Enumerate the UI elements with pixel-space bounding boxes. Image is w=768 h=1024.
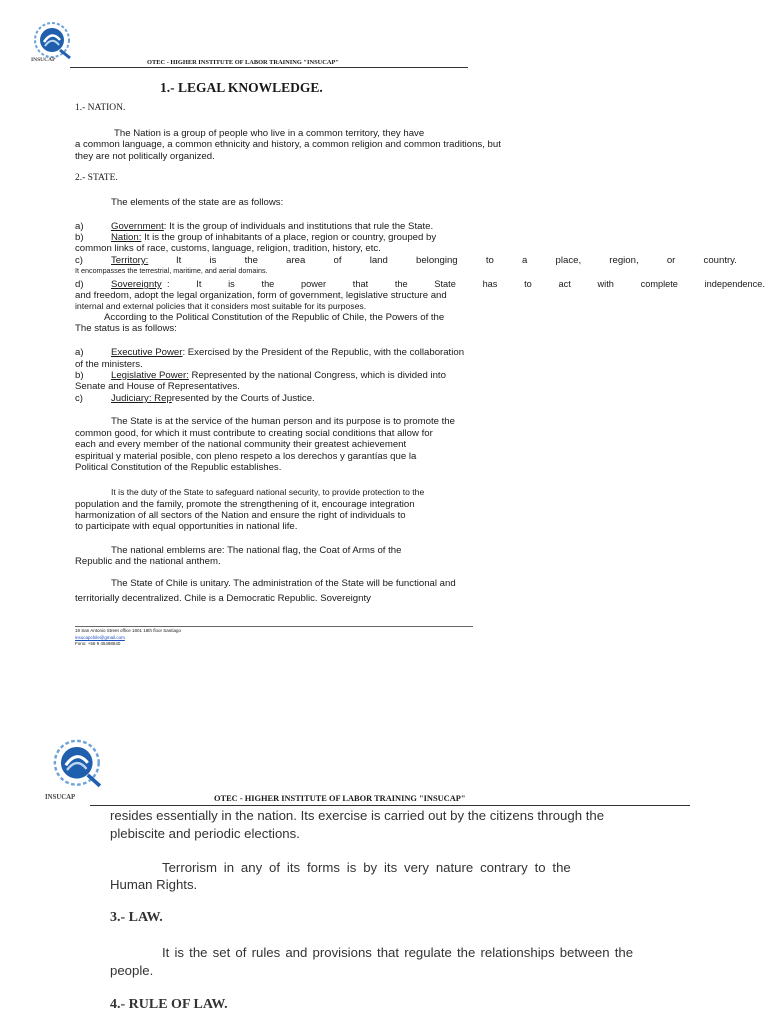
power-b [111,370,446,381]
nation-heading: 1.- NATION. [75,103,126,113]
law-heading: 3.- LAW. [110,910,163,925]
d-word: independence. [704,279,765,289]
header-rule [90,805,690,806]
insucap-logo-icon [50,736,106,792]
c-word: or [666,255,676,266]
unitary-line-2: territorially decentralized. Chile is a Democratic Republic. Sovereignty [75,593,371,604]
terrorism-line-2: Human Rights. [110,877,198,892]
duty-line-3: harmonization of all sectors of the Nation and ensure the right of individuals to [75,510,406,521]
power-a-term: Executive Power [111,347,183,358]
element-b-marker: b) [75,232,84,243]
element-a-text: : It is the group of individuals and institutions that rule the State. [163,221,434,232]
service-line-1: The State is at the service of the human person and its purpose is to promote the [111,416,455,427]
power-b-text: Represented by the national Congress, which is divided into [188,370,446,381]
element-b-text: It is the group of inhabitants of a place, region or country, grouped by [141,232,437,243]
service-line-4: espiritual y material posible, con pleno respeto a los derechos y garantías que la [75,451,417,462]
state-intro: The elements of the state are as follows: [111,197,284,208]
state-heading: 2.- STATE. [75,173,118,183]
c-word: region, [609,255,639,266]
element-c-cont: It encompasses the terrestrial, maritime, and aerial domains. [75,266,268,275]
c-word: area [286,255,306,266]
header-rule [70,67,468,68]
power-a-text: : Exercised by the President of the Republic, with the collaboration [182,347,465,358]
power-b-marker: b) [75,370,84,381]
law-line-2: people. [110,963,154,978]
terrorism-line-1-text: Terrorism in any of its forms is by its very nature contrary to the [162,860,571,875]
service-line-2: common good, for which it must contribute to creating social conditions that allow for [75,428,433,439]
element-c-line [176,255,737,266]
power-c-text: resented by the Courts of Justice. [171,393,315,404]
emblem-line-2: Republic and the national anthem. [75,556,221,567]
element-c-term: Territory: [111,255,149,266]
law-line-1: It is the set of rules and provisions that regulate the relationships between the [162,945,634,960]
d-word: It [196,279,202,289]
c-word: the [244,255,258,266]
service-line-3: each and every member of the national community their greatest achievement [75,439,407,450]
sovereignty-line-2: plebiscite and periodic elections. [110,826,300,841]
header-title: OTEC - HIGHER INSTITUTE OF LABOR TRAINING "INSUCAP" [147,59,339,66]
element-c-marker: c) [75,255,83,266]
element-a [111,221,433,232]
c-word: place, [555,255,582,266]
insucap-logo-icon [30,20,76,60]
emblem-line-1: The national emblems are: The national flag, the Coat of Arms of the [111,545,402,556]
power-c-term: Judiciary: Rep [111,393,172,404]
d-word: : [167,279,170,289]
d-word: State [434,279,456,289]
power-c [111,393,315,404]
d-word: with [597,279,614,289]
d-word: to [524,279,532,289]
element-d-cont-2: internal and external policies that it considers most suitable for its purposes. [75,301,367,311]
constitution-line-1: According to the Political Constitution of the Republic of Chile, the Powers of the [104,312,445,323]
logo-text: INSUCAP [45,794,76,801]
element-b [111,232,436,243]
d-word: act [558,279,571,289]
duty-line-1: It is the duty of the State to safeguard national security, to provide protection to the [111,487,425,497]
main-title: 1.- LEGAL KNOWLEDGE. [160,80,323,95]
nation-line-2: a common language, a common ethnicity and history, a common religion and common traditions, but [75,139,501,150]
sovereignty-line-1: resides essentially in the nation. Its exercise is carried out by the citizens through the [110,808,605,823]
element-d-marker: d) [75,279,84,290]
power-a-cont: of the ministers. [75,359,143,370]
footer-rule [75,626,473,627]
c-word: country. [703,255,737,266]
c-word: It [176,255,182,266]
c-word: land [369,255,388,266]
d-word: power [301,279,327,289]
element-b-term: Nation: [111,232,142,243]
nation-line-1: The Nation is a group of people who live in a common territory, they have [114,128,425,139]
insucap-logo [50,736,106,792]
terrorism-line-1 [162,860,640,876]
nation-line-3: they are not politically organized. [75,151,215,162]
d-word: that [352,279,369,289]
element-a-marker: a) [75,221,84,232]
constitution-line-2: The status is as follows: [75,323,177,334]
d-word: is [228,279,235,289]
logo-text: INSUCAP [31,57,56,63]
d-word: has [482,279,498,289]
unitary-line-1: The State of Chile is unitary. The administration of the State will be functional and [111,578,456,589]
footer-email-link[interactable]: insucapchile@gmail.com [75,635,125,640]
service-line-5: Political Constitution of the Republic establishes. [75,462,282,473]
d-word: complete [640,279,678,289]
d-word: the [394,279,408,289]
c-word: belonging [416,255,458,266]
footer-address: 19 San Antonio Street office 1801 18th floor Santiago [75,628,181,633]
c-word: of [333,255,342,266]
d-word: the [261,279,275,289]
element-a-term: Government [111,221,164,232]
element-d-line [167,279,765,290]
power-b-cont: Senate and House of Representatives. [75,381,240,392]
c-word: is [209,255,217,266]
c-word: to [485,255,494,266]
header-title: OTEC - HIGHER INSTITUTE OF LABOR TRAINING "INSUCAP" [214,794,466,803]
element-b-cont: common links of race, customs, language, religion, tradition, history, etc. [75,243,381,254]
power-a-marker: a) [75,347,84,358]
duty-line-4: to participate with equal opportunities in national life. [75,521,298,532]
element-d-cont-1: and freedom, adopt the legal organization, form of government, legislative structure and [75,290,447,301]
element-d-term: Sovereignty [111,279,162,290]
power-a [111,347,464,358]
footer-phone: Fono: +56 9 45498640 [75,641,121,646]
c-word: a [522,255,528,266]
power-b-term: Legislative Power: [111,370,189,381]
rule-of-law-heading: 4.- RULE OF LAW. [110,997,228,1012]
power-c-marker: c) [75,393,83,404]
duty-line-2: population and the family, promote the strengthening of it, encourage integration [75,499,415,510]
